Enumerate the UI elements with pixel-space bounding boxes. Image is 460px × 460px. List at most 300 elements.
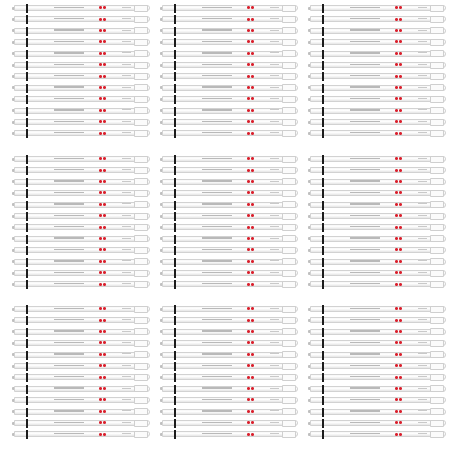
pen-grip-ring (174, 305, 176, 314)
pen-clip (134, 281, 148, 288)
pen-bundle (308, 155, 448, 293)
pen-clip (430, 73, 444, 80)
pen (308, 84, 448, 93)
pen-tip (160, 387, 162, 390)
pen-tip (308, 342, 310, 345)
pen-red-dots (247, 353, 255, 356)
pen-tip (12, 64, 14, 67)
pen-grip-ring (26, 223, 28, 232)
pen-clip (282, 96, 296, 103)
pen-tip (12, 192, 14, 195)
pen (160, 118, 300, 127)
pen-tip (12, 52, 14, 55)
pen-grip-ring (174, 385, 176, 394)
pen-brand-imprint (202, 86, 232, 87)
pen-tip (160, 226, 162, 229)
pen-grip-ring (26, 362, 28, 371)
pen (160, 166, 300, 175)
pen-brand-imprint (202, 410, 232, 411)
pen-red-dots (395, 52, 403, 55)
pen (308, 95, 448, 104)
pen-brand-imprint (350, 330, 380, 331)
pen (308, 212, 448, 221)
pen-red-dots (247, 364, 255, 367)
pen-red-dots (247, 330, 255, 333)
pen-grip-ring (322, 419, 324, 428)
pen-red-dots (247, 387, 255, 390)
pen-brand-imprint (202, 283, 232, 284)
pen-clip (134, 408, 148, 415)
pen-grip-ring (174, 4, 176, 13)
pen-red-dots (247, 398, 255, 401)
pen-clip (282, 431, 296, 438)
pen-red-dots (395, 237, 403, 240)
pen-clip (282, 258, 296, 265)
pen-red-dots (395, 86, 403, 89)
pen (160, 84, 300, 93)
pen-grip-ring (174, 419, 176, 428)
pen (160, 408, 300, 417)
pen (160, 107, 300, 116)
pen-label-imprint (418, 399, 427, 400)
pen-tip (308, 283, 310, 286)
pen-red-dots (395, 283, 403, 286)
pen-tip (308, 353, 310, 356)
pen-red-dots (395, 341, 403, 344)
pen-tip (160, 249, 162, 252)
pen-label-imprint (270, 238, 279, 239)
pen-clip (282, 119, 296, 126)
pen-brand-imprint (54, 330, 84, 331)
pen (160, 373, 300, 382)
pen-brand-imprint (54, 410, 84, 411)
pen-clip (430, 235, 444, 242)
pen-red-dots (395, 226, 403, 229)
pen-red-dots (99, 271, 107, 274)
pen-clip (134, 213, 148, 220)
pen-red-dots (99, 40, 107, 43)
pen-clip (430, 340, 444, 347)
pen-grip-ring (322, 246, 324, 255)
pen-brand-imprint (202, 18, 232, 19)
pen-brand-imprint (202, 158, 232, 159)
pen-grip-ring (174, 118, 176, 127)
pen-red-dots (99, 410, 107, 413)
pen-brand-imprint (54, 180, 84, 181)
pen-red-dots (99, 260, 107, 263)
pen-tip (160, 64, 162, 67)
pen-red-dots (247, 203, 255, 206)
pen-tip (160, 215, 162, 218)
pen (308, 269, 448, 278)
pen-clip (282, 363, 296, 370)
pen-grip-ring (322, 95, 324, 104)
pen-label-imprint (418, 342, 427, 343)
pen-red-dots (395, 75, 403, 78)
pen-clip (134, 363, 148, 370)
pen-label-imprint (122, 283, 131, 284)
pen-label-imprint (122, 319, 131, 320)
pen-grip-ring (26, 430, 28, 439)
pen-label-imprint (122, 272, 131, 273)
pen-grip-ring (322, 316, 324, 325)
pen-red-dots (247, 63, 255, 66)
pen-clip (430, 84, 444, 91)
pen-tip (12, 237, 14, 240)
pen-brand-imprint (350, 121, 380, 122)
pen-label-imprint (418, 353, 427, 354)
pen (160, 235, 300, 244)
pen-label-imprint (418, 433, 427, 434)
pen (308, 235, 448, 244)
pen-clip (282, 270, 296, 277)
pen-brand-imprint (54, 52, 84, 53)
pen-tip (160, 86, 162, 89)
pen-grip-ring (174, 246, 176, 255)
pen-label-imprint (418, 215, 427, 216)
pen-clip (282, 224, 296, 231)
pen-grip-ring (174, 408, 176, 417)
pen-brand-imprint (202, 353, 232, 354)
pen-red-dots (395, 29, 403, 32)
pen-grip-ring (322, 258, 324, 267)
pen (12, 316, 152, 325)
pen-grip-ring (322, 61, 324, 70)
pen (308, 408, 448, 417)
pen-tip (308, 64, 310, 67)
pen (160, 129, 300, 138)
pen-grip-ring (174, 50, 176, 59)
pen-brand-imprint (54, 121, 84, 122)
pen (308, 280, 448, 289)
pen-label-imprint (270, 319, 279, 320)
pen-tip (160, 283, 162, 286)
pen-tip (160, 7, 162, 10)
pen-brand-imprint (350, 399, 380, 400)
pen-brand-imprint (54, 342, 84, 343)
pen-red-dots (247, 169, 255, 172)
pen (12, 305, 152, 314)
pen-red-dots (395, 97, 403, 100)
pen-tip (308, 192, 310, 195)
pen-brand-imprint (54, 283, 84, 284)
pen-clip (430, 96, 444, 103)
pen-clip (282, 408, 296, 415)
pen-label-imprint (270, 64, 279, 65)
pen-tip (308, 319, 310, 322)
pen-label-imprint (122, 433, 131, 434)
pen-brand-imprint (54, 272, 84, 273)
pen-red-dots (99, 341, 107, 344)
pen-grip-ring (26, 328, 28, 337)
pen-label-imprint (270, 121, 279, 122)
pen-clip (282, 39, 296, 46)
pen-tip (308, 75, 310, 78)
pen-clip (282, 351, 296, 358)
pen (160, 280, 300, 289)
pen-grip-ring (174, 373, 176, 382)
pen (160, 385, 300, 394)
pen-grip-ring (322, 166, 324, 175)
pen-red-dots (247, 191, 255, 194)
pen (12, 201, 152, 210)
pen-brand-imprint (54, 192, 84, 193)
pen-red-dots (247, 18, 255, 21)
pen (12, 155, 152, 164)
pen-bundle (12, 4, 152, 142)
pen-tip (12, 308, 14, 311)
pen-clip (282, 73, 296, 80)
pen (160, 362, 300, 371)
pen (12, 212, 152, 221)
pen-grip-ring (26, 339, 28, 348)
pen-grip-ring (322, 396, 324, 405)
pen-grip-ring (174, 95, 176, 104)
pen-grip-ring (26, 408, 28, 417)
pen-brand-imprint (202, 7, 232, 8)
pen-brand-imprint (202, 387, 232, 388)
pen-grip-ring (174, 396, 176, 405)
pen-brand-imprint (202, 319, 232, 320)
pen-grip-ring (26, 419, 28, 428)
pen-grip-ring (174, 362, 176, 371)
pen (12, 430, 152, 439)
pen-clip (430, 351, 444, 358)
pen-label-imprint (270, 331, 279, 332)
pen-clip (430, 397, 444, 404)
pen-tip (12, 353, 14, 356)
pen-red-dots (99, 97, 107, 100)
pen-red-dots (99, 364, 107, 367)
pen-red-dots (247, 237, 255, 240)
pen-tip (12, 249, 14, 252)
pen-grip-ring (26, 118, 28, 127)
pen-clip (430, 306, 444, 313)
pen-grip-ring (26, 235, 28, 244)
pen-red-dots (247, 52, 255, 55)
pen-label-imprint (122, 98, 131, 99)
pen-clip (134, 27, 148, 34)
pen-grip-ring (322, 385, 324, 394)
pen-tip (308, 7, 310, 10)
pen-clip (430, 130, 444, 137)
pen-label-imprint (418, 7, 427, 8)
pen-label-imprint (122, 308, 131, 309)
pen-grip-ring (26, 246, 28, 255)
pen-tip (308, 376, 310, 379)
pen-label-imprint (122, 353, 131, 354)
pen-tip (12, 158, 14, 161)
pen-red-dots (395, 214, 403, 217)
pen-grip-ring (322, 38, 324, 47)
pen-grip-ring (26, 269, 28, 278)
pen-brand-imprint (202, 41, 232, 42)
pen (308, 201, 448, 210)
pen-label-imprint (418, 64, 427, 65)
pen-grip-ring (322, 84, 324, 93)
pen-bundle (308, 305, 448, 443)
pen-label-imprint (270, 226, 279, 227)
pen-red-dots (395, 169, 403, 172)
pen (308, 419, 448, 428)
pen-tip (12, 29, 14, 32)
pen (160, 50, 300, 59)
pen-grip-ring (174, 328, 176, 337)
pen-clip (430, 270, 444, 277)
pen-bundle (12, 305, 152, 443)
pen (12, 328, 152, 337)
pen-clip (430, 408, 444, 415)
pen-red-dots (247, 97, 255, 100)
pen-tip (160, 399, 162, 402)
pen-label-imprint (122, 260, 131, 261)
pen-label-imprint (418, 75, 427, 76)
pen-red-dots (395, 271, 403, 274)
pen-red-dots (99, 376, 107, 379)
pen-clip (282, 62, 296, 69)
pen-red-dots (99, 203, 107, 206)
pen (160, 178, 300, 187)
pen (12, 396, 152, 405)
pen-grip-ring (26, 178, 28, 187)
pen-tip (308, 86, 310, 89)
pen-grip-ring (322, 223, 324, 232)
pen-tip (308, 387, 310, 390)
pen-label-imprint (122, 7, 131, 8)
pen-grip-ring (26, 305, 28, 314)
pen-grip-ring (322, 72, 324, 81)
pen-tip (308, 29, 310, 32)
pen-red-dots (247, 120, 255, 123)
pen-brand-imprint (350, 410, 380, 411)
pen-red-dots (247, 260, 255, 263)
pen-tip (308, 180, 310, 183)
pen-clip (282, 281, 296, 288)
pen (12, 95, 152, 104)
pen-clip (282, 213, 296, 220)
pen-grip-ring (26, 95, 28, 104)
pen-red-dots (247, 29, 255, 32)
pen-bundle (160, 4, 300, 142)
pen-label-imprint (122, 52, 131, 53)
pen-red-dots (395, 364, 403, 367)
pen-clip (134, 328, 148, 335)
pen-grip-ring (26, 72, 28, 81)
pen-grip-ring (26, 201, 28, 210)
pen-brand-imprint (54, 319, 84, 320)
pen-brand-imprint (202, 308, 232, 309)
pen-tip (160, 75, 162, 78)
pen-label-imprint (418, 192, 427, 193)
pen-clip (430, 328, 444, 335)
pen-brand-imprint (54, 158, 84, 159)
pen-clip (134, 119, 148, 126)
pen-label-imprint (122, 249, 131, 250)
pen-clip (282, 374, 296, 381)
pen-tip (308, 308, 310, 311)
pen-grip-ring (26, 396, 28, 405)
pen-grip-ring (26, 166, 28, 175)
pen-clip (430, 374, 444, 381)
pen-label-imprint (418, 52, 427, 53)
pen-label-imprint (270, 87, 279, 88)
pen-brand-imprint (350, 158, 380, 159)
pen-brand-imprint (350, 433, 380, 434)
pen-grip-ring (26, 373, 28, 382)
pen-brand-imprint (202, 215, 232, 216)
pen (160, 212, 300, 221)
pen-tip (12, 422, 14, 425)
pen-clip (134, 397, 148, 404)
pen-tip (308, 215, 310, 218)
pen-label-imprint (270, 260, 279, 261)
pen-tip (160, 330, 162, 333)
pen-label-imprint (270, 399, 279, 400)
pen (308, 189, 448, 198)
pen-brand-imprint (202, 64, 232, 65)
pen-brand-imprint (202, 272, 232, 273)
pen-tip (160, 353, 162, 356)
pen-brand-imprint (350, 52, 380, 53)
pen-brand-imprint (350, 283, 380, 284)
pen-red-dots (99, 319, 107, 322)
pen-grip-ring (26, 351, 28, 360)
pen-tip (308, 18, 310, 21)
pen-brand-imprint (350, 41, 380, 42)
pen-label-imprint (418, 18, 427, 19)
pen-brand-imprint (54, 7, 84, 8)
pen-clip (282, 130, 296, 137)
pen (160, 328, 300, 337)
pen (12, 419, 152, 428)
pen-brand-imprint (202, 169, 232, 170)
pen-tip (308, 132, 310, 135)
pen-tip (12, 387, 14, 390)
pen-tip (308, 98, 310, 101)
pen-tip (308, 433, 310, 436)
pen-tip (308, 260, 310, 263)
pen-tip (12, 109, 14, 112)
pen-brand-imprint (54, 75, 84, 76)
pen-brand-imprint (350, 237, 380, 238)
pen-brand-imprint (54, 387, 84, 388)
pen (160, 72, 300, 81)
pen-bundle (160, 305, 300, 443)
pen-label-imprint (270, 388, 279, 389)
pen-red-dots (395, 157, 403, 160)
pen-grip-ring (322, 201, 324, 210)
pen-brand-imprint (54, 169, 84, 170)
pen-label-imprint (270, 158, 279, 159)
pen (160, 258, 300, 267)
pen-tip (160, 342, 162, 345)
pen-label-imprint (418, 41, 427, 42)
pen-label-imprint (122, 388, 131, 389)
pen-tip (160, 121, 162, 124)
pen-brand-imprint (202, 29, 232, 30)
pen-grip-ring (174, 155, 176, 164)
pen-grip-ring (174, 61, 176, 70)
pen (308, 223, 448, 232)
pen-tip (160, 98, 162, 101)
pen-clip (134, 258, 148, 265)
pen (12, 258, 152, 267)
pen-clip (282, 84, 296, 91)
pen-grip-ring (322, 235, 324, 244)
pen-grip-ring (322, 280, 324, 289)
pen-red-dots (247, 421, 255, 424)
pen-red-dots (247, 341, 255, 344)
